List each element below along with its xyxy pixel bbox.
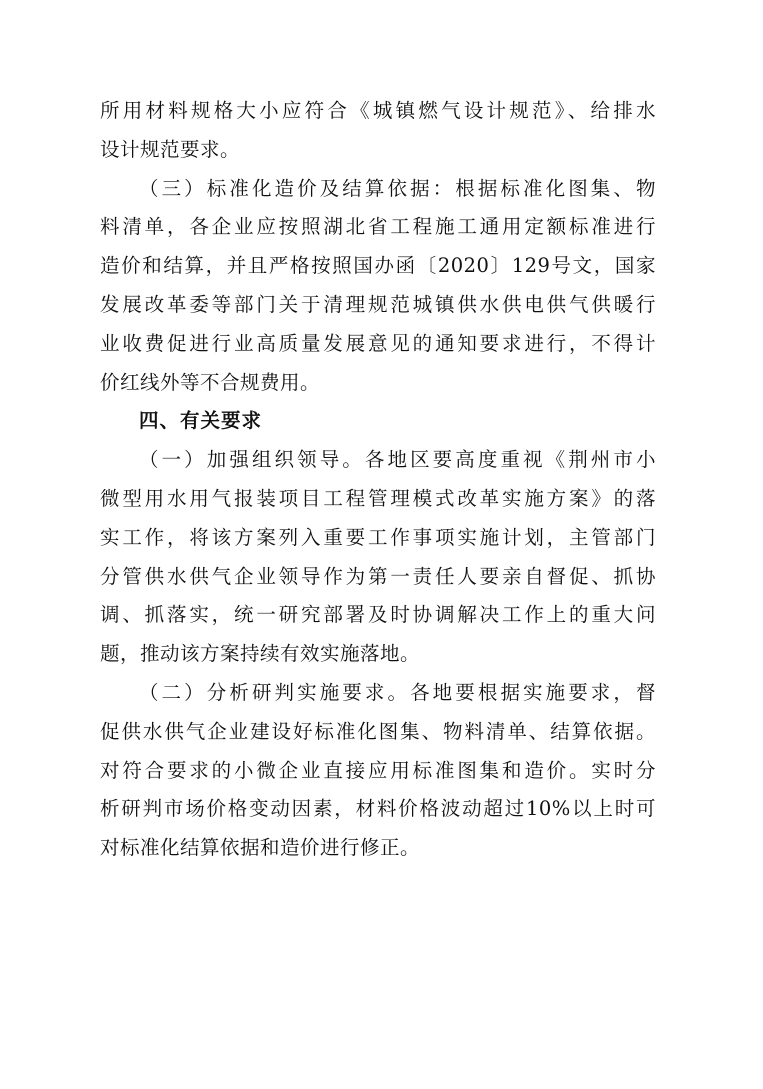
text-line: 造价和结算，并且严格按照国办函〔2020〕129号文，国家: [100, 254, 656, 278]
paragraph-analysis-requirements: [100, 674, 656, 868]
text-line: （一）加强组织领导。各地区要高度重视《荆州市小: [139, 448, 656, 472]
text-line: 调、抓落实，统一研究部署及时协调解决工作上的重大问: [100, 603, 656, 627]
paragraph-materials-spec: [100, 92, 656, 170]
text-line: 发展改革委等部门关于清理规范城镇供水供电供气供暖行: [100, 292, 656, 316]
text-line: 实工作，将该方案列入重要工作事项实施计划，主管部门: [100, 525, 656, 549]
text-line: 对标准化结算依据和造价进行修正。: [100, 836, 421, 860]
text-line: 微型用水用气报装项目工程管理模式改革实施方案》的落: [100, 486, 656, 510]
text-line: 料清单，各企业应按照湖北省工程施工通用定额标准进行: [100, 215, 656, 239]
text-line: （三）标准化造价及结算依据：根据标准化图集、物: [139, 176, 656, 200]
text-line: 对符合要求的小微企业直接应用标准图集和造价。实时分: [100, 758, 656, 782]
text-line: 促供水供气企业建设好标准化图集、物料清单、结算依据。: [100, 719, 656, 743]
text-line: 题，推动该方案持续有效实施落地。: [100, 642, 421, 666]
document-body: [100, 92, 656, 868]
section-heading-requirements: 四、有关要求: [139, 409, 263, 433]
text-line: 析研判市场价格变动因素，材料价格波动超过10%以上时可: [100, 797, 656, 821]
text-line: 设计规范要求。: [100, 137, 241, 161]
paragraph-pricing-settlement: [100, 170, 656, 403]
text-line: 价红线外等不合规费用。: [100, 370, 321, 394]
paragraph-organization-leadership: [100, 441, 656, 674]
text-line: 分管供水供气企业领导作为第一责任人要亲自督促、抓协: [100, 564, 656, 588]
text-line: 所用材料规格大小应符合《城镇燃气设计规范》、给排水: [100, 99, 656, 122]
text-line: 业收费促进行业高质量发展意见的通知要求进行，不得计: [100, 331, 656, 355]
text-line: （二）分析研判实施要求。各地要根据实施要求，督: [139, 680, 656, 704]
